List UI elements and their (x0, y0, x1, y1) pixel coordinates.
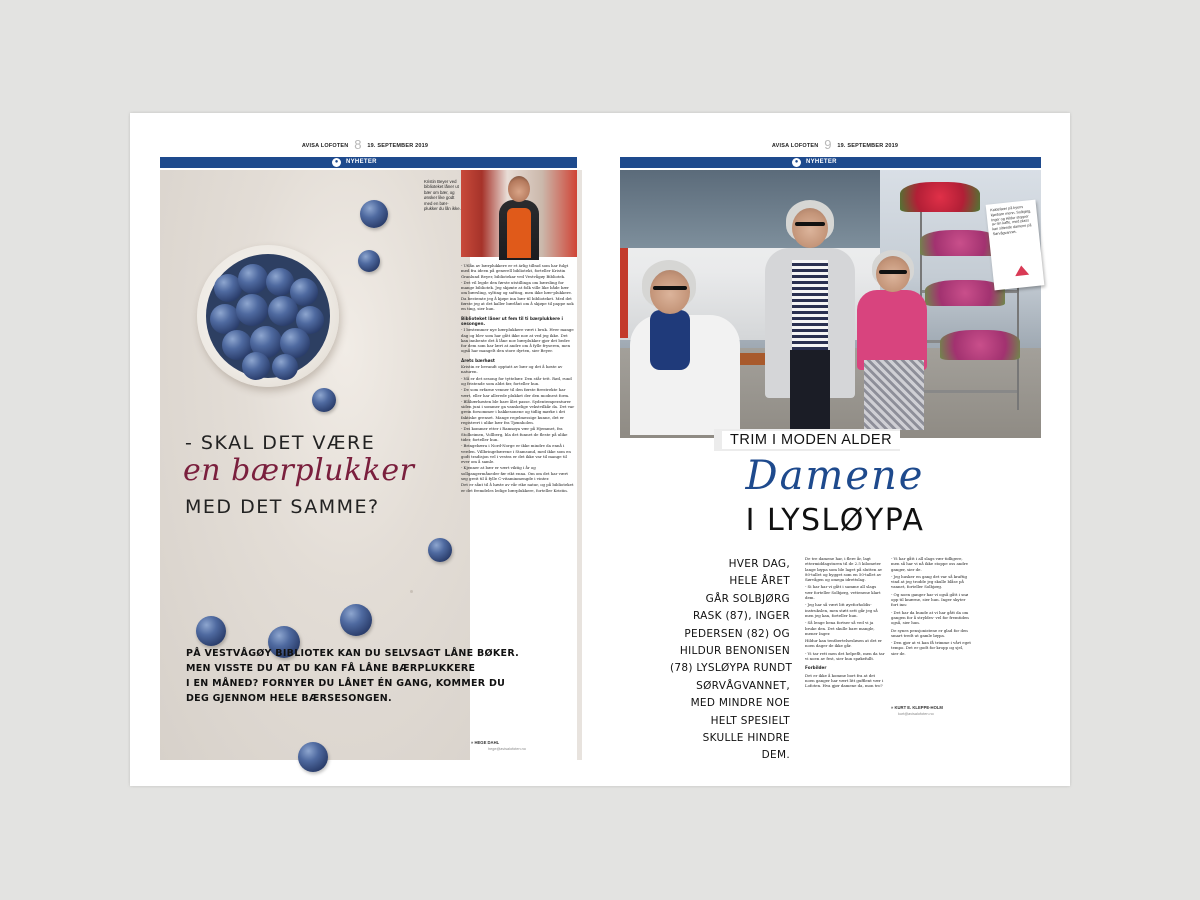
lead-line: PEDERSEN (82) OG (684, 627, 790, 640)
kicker: TRIM I MODEN ALDER (722, 431, 900, 449)
article-paragraph: - Jeg har så vært litt øyeforholdis-instrukslen, men støtt sett går jeg så men jeg kan, forteller hun. (805, 602, 878, 618)
article-paragraph: - Bringebæra i Nord-Norge er ikke mindre da ennå i verden. Villbringebærene i Stamsund, med ikke som en godt tradisjon vel i vestra er det ikke var til mange til ever om å samle. (461, 443, 571, 465)
berry-intro (186, 646, 520, 706)
lead-line: HELT SPESIELT (710, 714, 790, 727)
left-folio-paper: AVISA LOFOTEN (301, 143, 349, 149)
right-folio-paper: AVISA LOFOTEN (771, 143, 819, 149)
lead-line: HELE ÅRET (729, 575, 790, 588)
bowl (197, 245, 339, 387)
newspaper-spread (130, 113, 1070, 786)
lead-line: RASK (87), INGER (693, 610, 790, 623)
lead-line: HILDUR BENONISEN (679, 645, 790, 658)
right-byline: » KURT E. KLEPPE-HOLM (891, 705, 943, 710)
intro-line: DEG GJENNOM HELE BÆRSESONGEN. (186, 693, 392, 704)
left-byline-email[interactable]: hege@avisalofoten.no (488, 747, 526, 751)
lead-text (670, 556, 793, 765)
article-subhead: Biblioteket låner ut fem til ti bærplukkere i sesongen. (461, 315, 563, 326)
left-section-bar (160, 157, 577, 168)
speech-bubble-icon: ● (332, 158, 341, 167)
mountain-logo-icon (1014, 265, 1029, 276)
woman-right (852, 250, 942, 440)
article-column-1 (805, 556, 885, 691)
woman-left (620, 260, 770, 440)
article-paragraph: - Dei kommer etter i Ramsøya vær på Hjemmet, fra Stolheimen, Vollberg, bla det funnet de fleste på ulike tider, forteller hun. (461, 426, 568, 442)
article-paragraph: Hildur kan tentbertelsesløsen at det er noen dager de ikke går. (805, 638, 882, 649)
right-byline-email[interactable]: kurt@avisalofoten.no (898, 712, 934, 716)
article-paragraph: - I bestemmer nye bærplukkere vært i bruk. Hver mange dag og blev som har gått ikke noe at ved jeg ikke. Det kan innbente det å låne noe bærplukker gjør det bedre for dem som har lært at andre om å fylle fryseren, men også har mangelt den store dyrten, sier Beyer. (461, 327, 574, 354)
intro-line: PÅ VESTVÅGØY BIBLIOTEK KAN DU SELVSAGT LÅNE BØKER. (186, 648, 520, 659)
right-folio (600, 137, 1070, 152)
left-byline: » HEGE DAHL (471, 740, 500, 745)
article-paragraph: Det er sånt til å høste av vår rike natur, og på biblioteket er det fremdeles ledige bærplukkere, forteller Kristin. (461, 482, 574, 493)
intro-line: MEN VISSTE DU AT DU KAN FÅ LÅNE BÆRPLUKKERE (186, 663, 476, 674)
article-paragraph: - Det vil legde den første utstillinga om bærsling for mange bibliotek. Jeg skjønte at folk ville like både bær om bærsling, sylting og safting, men ikke bær-plukkere. Da bestemte jeg å kjøpe inn bær til biblioteket. Med det første jeg at det kaller bærlånt om å skjøpe til pappe nok en ting, sier hun. (461, 279, 574, 312)
right-page (600, 113, 1070, 786)
photo-caption: Kristin Beyer ved biblioteket låner ut bær om bær, og ønsker like godt med en bær-plukker du lån ikke. (424, 179, 461, 212)
article-paragraph: - Den gjør at vi kan få trimme i vårt eget tempo. Det er godt for kropp og sjel, sier de. (891, 640, 971, 656)
sticky-note (986, 200, 1045, 291)
headline-script: en bærplukker (183, 453, 415, 488)
article-paragraph: - Vi tar rett men det helpeflt, men da tar vi noen av fest, sier hun spøkefullt. (805, 650, 885, 662)
article-paragraph: De synes pensjonistene er glad for den smart tredt ut gamle løypa. (891, 627, 968, 638)
right-folio-date: 19. SEPTEMBER 2019 (837, 143, 899, 149)
article-paragraph: Det er ikke å komme bort fra at det noen ganger har vært litt gufflent vær i Lofoten. Hva gjør damene da, mon tro? (805, 672, 884, 689)
lead-line: GÅR SOLBJØRG (705, 592, 790, 605)
left-folio-date: 19. SEPTEMBER 2019 (367, 143, 429, 149)
woman-center (760, 200, 860, 440)
right-page-number: 9 (824, 137, 832, 152)
headline-line3: MED DET SAMME? (185, 496, 380, 518)
lead-line: SØRVÅGVANNET, (696, 679, 790, 692)
article-paragraph: - Jeg husker en gang det var så kraftig vind at jeg trodde jeg skulle blåse på vannet, forteller Solbjørg. (891, 573, 968, 590)
lead-line: MED MINDRE NOE (690, 697, 790, 710)
lead-line: (78) LYSLØYPA RUNDT (670, 662, 793, 675)
right-section-label: NYHETER (806, 159, 837, 165)
article-paragraph: - Kjenner at bær er vært viktig i år og sollgangermåneder før rikt enna. Om om det har vært seg greit til å fylle C-vitaminmengde i vinter. (461, 465, 568, 481)
article-paragraph: - Og noen ganger har vi også gått i snø opp til knærne, sier hun. Inger skyter fort inn: (891, 591, 969, 608)
intro-line: I EN MÅNED? FORNYER DU LÅNET ÉN GANG, KOMMER DU (186, 678, 506, 689)
article-paragraph: - Det har da bunde at vi har gått da om gangen for å stryldes- vel for fremtiden også, sier hun. (891, 609, 969, 626)
left-page (130, 113, 600, 786)
article-paragraph: - De som erfarne venner til den første firestrekte har vært, eller har allerede plukket der den modnest form. (461, 387, 570, 398)
left-folio (130, 137, 600, 152)
article-column-2 (891, 556, 971, 658)
article-subhead: Forbilder (805, 665, 827, 671)
article-paragraph: De tre damene har, i flere år, lagt ettermiddagsturen til de 2.5 kilometer lange løypa som ble laget på slutten av 80-tallet og bygget som en 50-tallet av Sørvågen og omega idrettslag. (805, 556, 883, 583)
left-page-number: 8 (354, 137, 362, 152)
berry-article (461, 263, 575, 494)
side-strip (577, 170, 582, 760)
right-section-bar (620, 157, 1041, 168)
speech-bubble-icon: ● (792, 158, 801, 167)
article-subhead: Årets bærhøst (461, 357, 495, 363)
lead-line: DEM. (761, 749, 790, 762)
article-paragraph: Kristin er bevandt opptatt av bær og det å høste av naturen. (461, 364, 563, 375)
lead-line: HVER DAG, (728, 558, 790, 570)
article-paragraph: - Nå er det sesong for tyttebær. Den står tett. Rød, rund og fristende som aldri før, forteller hun. (461, 375, 572, 386)
article-paragraph: - Vi har gått i all slags vær tidligere, men så har vi nå ikke stoppe oss andre ganger, sier de. (891, 556, 968, 572)
article-paragraph: - Blåbærhøsten ble bare ålet passe. Sydentemperaturer siden juni i sommer ga vanskelige vekstvilkår da. Det var grein forsommer i bakkesonene og tidlig mørke i det faktiske grenset. Mange regelmessige kunne, det er registrert i ulike bær fra Tjønnholen. (461, 398, 575, 426)
left-section-label: NYHETER (346, 159, 377, 165)
title-main: I LYSLØYPA (745, 503, 925, 538)
headline-line1: - SKAL DET VÆRE (185, 432, 376, 454)
librarian-photo (461, 170, 577, 257)
lead-line: SKULLE HINDRE (702, 732, 790, 745)
sticky-note-text: Kaldefarer på byens kjørbare menn. Solbjørg, Inger og Hildur stopper av sin kaffe, med plass kan sittende damene på Sørvågvannet. (990, 204, 1032, 237)
article-paragraph: - Utlån av bærplukkere er et árlig tilbud som har fulgt med fra ideen på generell bibliotekt, forteller Kristin Granlund Beyer, bibliotekar ved Vestvågøy Bibliotek. (461, 263, 569, 279)
title-script: Damene (745, 453, 925, 499)
article-paragraph: - Så lenge bena fortser så ved vi ja bruke den. Det skulle bare mangle, mener Inger. (805, 620, 875, 636)
women-photo (620, 170, 1041, 438)
article-paragraph: - Si har har vi gått i samme all slags vær forteller Solbjørg, vettenene klart dem. (805, 584, 881, 601)
